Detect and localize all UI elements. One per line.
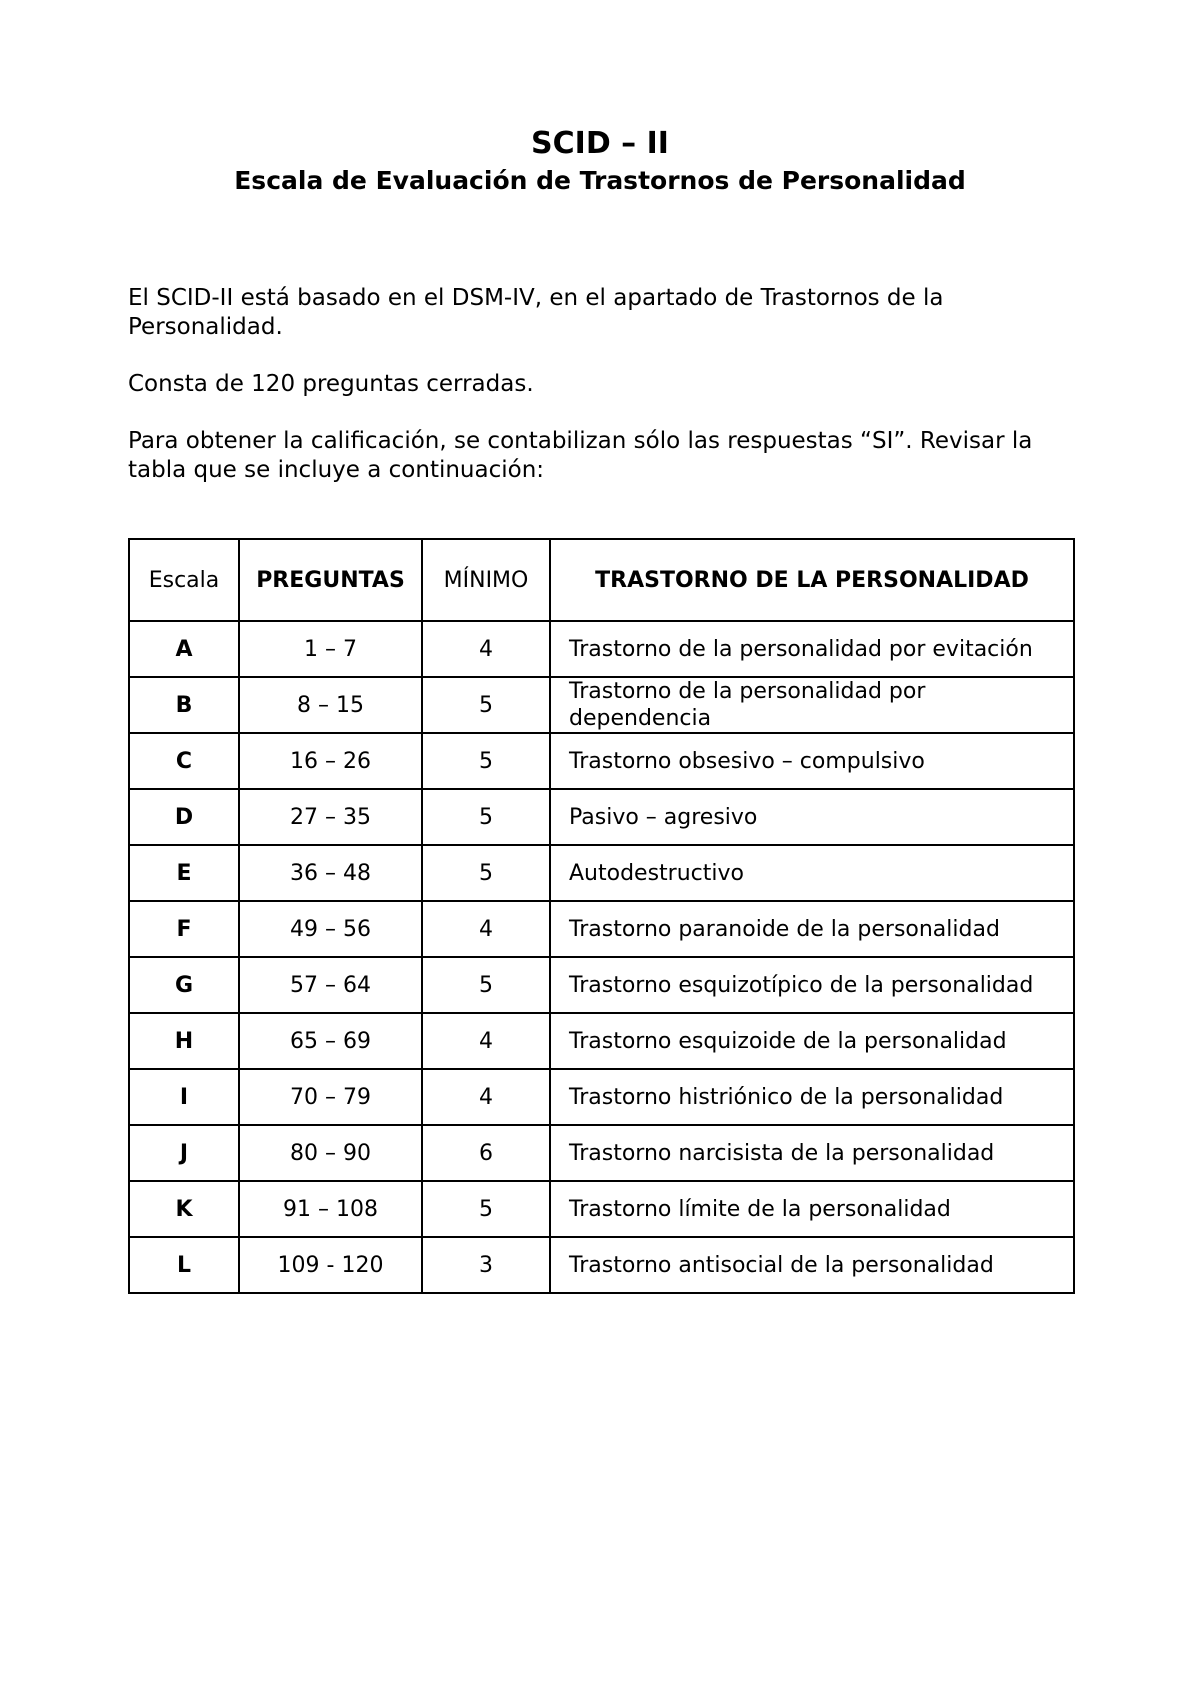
- scales-table: [128, 538, 1075, 1294]
- table-row: [129, 621, 1074, 677]
- cell-trastorno: Trastorno de la personalidad por dependencia: [550, 677, 1074, 733]
- cell-trastorno: Trastorno límite de la personalidad: [550, 1181, 1074, 1237]
- cell-trastorno: Trastorno antisocial de la personalidad: [550, 1237, 1074, 1293]
- cell-escala: C: [129, 733, 239, 789]
- cell-preguntas: 91 – 108: [239, 1181, 422, 1237]
- scoring-paragraph: Para obtener la calificación, se contabilizan sólo las respuestas “SI”. Revisar la tabla que se incluye a continuación:: [128, 428, 1033, 483]
- header-escala: Escala: [129, 539, 239, 621]
- cell-escala: G: [129, 957, 239, 1013]
- header-trastorno: TRASTORNO DE LA PERSONALIDAD: [550, 539, 1074, 621]
- cell-trastorno: Trastorno de la personalidad por evitación: [550, 621, 1074, 677]
- table-row: [129, 733, 1074, 789]
- cell-minimo: 5: [422, 845, 550, 901]
- cell-escala: F: [129, 901, 239, 957]
- table-row: [129, 1069, 1074, 1125]
- cell-preguntas: 80 – 90: [239, 1125, 422, 1181]
- cell-minimo: 6: [422, 1125, 550, 1181]
- cell-trastorno: Trastorno paranoide de la personalidad: [550, 901, 1074, 957]
- cell-trastorno: Trastorno narcisista de la personalidad: [550, 1125, 1074, 1181]
- cell-preguntas: 27 – 35: [239, 789, 422, 845]
- cell-trastorno: Trastorno esquizoide de la personalidad: [550, 1013, 1074, 1069]
- table-row: [129, 845, 1074, 901]
- questions-paragraph: Consta de 120 preguntas cerradas.: [128, 371, 534, 397]
- cell-preguntas: 109 - 120: [239, 1237, 422, 1293]
- cell-escala: H: [129, 1013, 239, 1069]
- cell-preguntas: 36 – 48: [239, 845, 422, 901]
- table-row: [129, 957, 1074, 1013]
- table-row: [129, 677, 1074, 733]
- table-row: [129, 1237, 1074, 1293]
- header-minimo: MÍNIMO: [422, 539, 550, 621]
- cell-escala: D: [129, 789, 239, 845]
- cell-preguntas: 1 – 7: [239, 621, 422, 677]
- cell-minimo: 4: [422, 1013, 550, 1069]
- table-header-row: [129, 539, 1074, 621]
- table-row: [129, 789, 1074, 845]
- cell-escala: I: [129, 1069, 239, 1125]
- cell-escala: E: [129, 845, 239, 901]
- cell-minimo: 5: [422, 789, 550, 845]
- cell-preguntas: 16 – 26: [239, 733, 422, 789]
- table-row: [129, 1125, 1074, 1181]
- cell-trastorno: Pasivo – agresivo: [550, 789, 1074, 845]
- header-preguntas: PREGUNTAS: [239, 539, 422, 621]
- cell-preguntas: 65 – 69: [239, 1013, 422, 1069]
- cell-escala: B: [129, 677, 239, 733]
- cell-minimo: 5: [422, 733, 550, 789]
- table-row: [129, 1181, 1074, 1237]
- cell-trastorno: Trastorno esquizotípico de la personalidad: [550, 957, 1074, 1013]
- table-row: [129, 1013, 1074, 1069]
- cell-preguntas: 8 – 15: [239, 677, 422, 733]
- cell-escala: A: [129, 621, 239, 677]
- cell-trastorno: Trastorno histriónico de la personalidad: [550, 1069, 1074, 1125]
- cell-trastorno: Autodestructivo: [550, 845, 1074, 901]
- cell-minimo: 4: [422, 621, 550, 677]
- cell-trastorno: Trastorno obsesivo – compulsivo: [550, 733, 1074, 789]
- intro-paragraph: El SCID-II está basado en el DSM-IV, en el apartado de Trastornos de la Personalidad.: [128, 285, 944, 340]
- document-title: SCID – II: [531, 126, 669, 161]
- cell-minimo: 4: [422, 901, 550, 957]
- cell-minimo: 3: [422, 1237, 550, 1293]
- cell-escala: K: [129, 1181, 239, 1237]
- document-subtitle: Escala de Evaluación de Trastornos de Personalidad: [234, 166, 966, 195]
- cell-minimo: 5: [422, 957, 550, 1013]
- cell-minimo: 5: [422, 1181, 550, 1237]
- cell-minimo: 5: [422, 677, 550, 733]
- cell-preguntas: 70 – 79: [239, 1069, 422, 1125]
- cell-escala: J: [129, 1125, 239, 1181]
- cell-preguntas: 49 – 56: [239, 901, 422, 957]
- table-row: [129, 901, 1074, 957]
- cell-escala: L: [129, 1237, 239, 1293]
- cell-preguntas: 57 – 64: [239, 957, 422, 1013]
- cell-minimo: 4: [422, 1069, 550, 1125]
